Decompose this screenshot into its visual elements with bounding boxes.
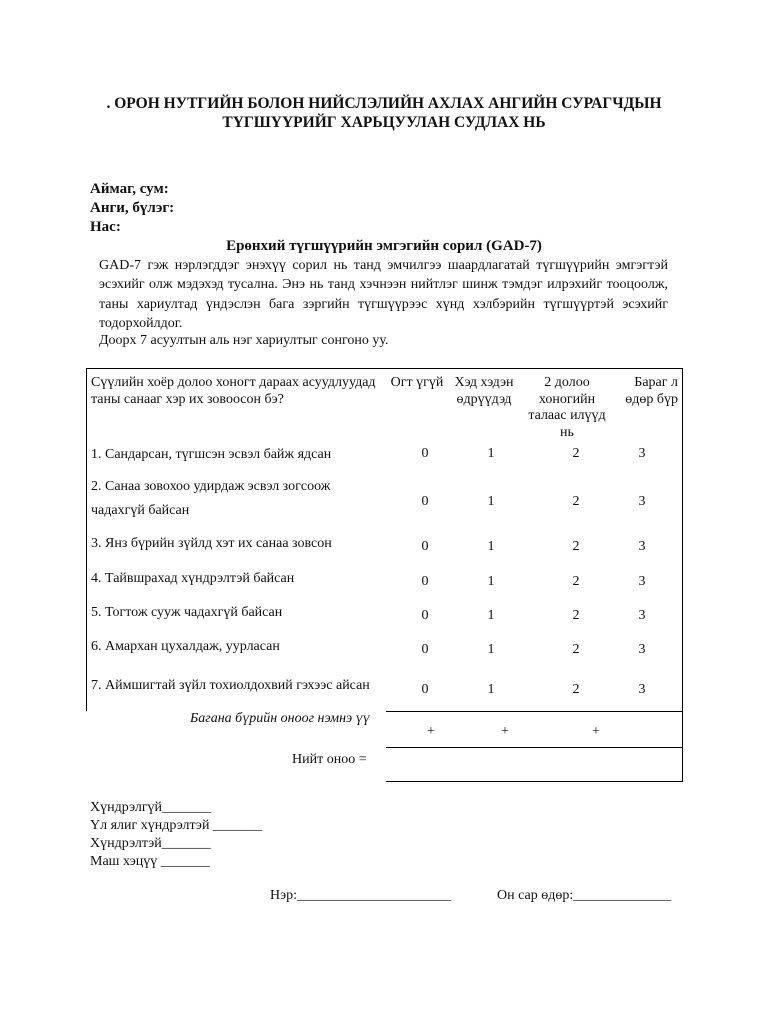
question-2-line-1: 2. Санаа зовохоо удирдаж эсвэл зогсоож xyxy=(91,479,331,494)
col-header-several-days: Хэд хэдэн өдрүүдэд xyxy=(454,375,514,407)
question-4: 4. Тайвшрахад хүндрэлтэй байсан xyxy=(91,571,295,586)
score-cell: 2 xyxy=(572,446,580,461)
score-cell: 3 xyxy=(638,539,646,554)
score-cell: 0 xyxy=(421,682,429,697)
field-age: Нас: xyxy=(90,219,121,235)
date-signature-line: Он сар өдөр:______________ xyxy=(497,888,672,903)
table-right-border xyxy=(682,368,683,782)
score-cell: 2 xyxy=(572,642,580,657)
score-cell: 2 xyxy=(572,494,580,509)
col-header-nearly-every-day: Бараг л өдөр бүр xyxy=(625,375,678,407)
score-cell: 1 xyxy=(487,446,495,461)
score-cell: 2 xyxy=(572,608,580,623)
field-aimag-sum: Аймаг, сум: xyxy=(90,181,169,197)
table-top-border xyxy=(86,368,683,369)
title-line-2: ТҮГШҮҮРИЙГ ХАРЬЦУУЛАН СУДЛАХ НЬ xyxy=(222,114,546,131)
question-6: 6. Амархан цухалдаж, уурласан xyxy=(91,639,280,654)
score-cell: 0 xyxy=(421,494,429,509)
question-3: 3. Янз бүрийн зүйлд хэт их санаа зовсон xyxy=(91,536,332,551)
question-7: 7. Аймшигтай зүйл тохиолдохвий гэхээс айсан xyxy=(91,678,370,693)
score-cell: 2 xyxy=(572,682,580,697)
score-cell: 1 xyxy=(487,608,495,623)
total-row-bottom-border xyxy=(386,781,683,782)
severity-slight: Үл ялиг хүндрэлтэй _______ xyxy=(90,818,262,833)
score-cell: 0 xyxy=(421,539,429,554)
col-header-not-at-all: Огт үгүй xyxy=(390,375,444,390)
score-cell: 3 xyxy=(638,608,646,623)
question-2-line-2: чадахгүй байсан xyxy=(91,503,190,518)
plus-sign: + xyxy=(501,724,509,739)
instruction-text: Доорх 7 асуултын аль нэг хариултыг сонгоно уу. xyxy=(99,333,389,348)
score-cell: 1 xyxy=(487,682,495,697)
severity-severe: Маш хэцүү _______ xyxy=(90,854,210,869)
severity-none: Хүндрэлгүй_______ xyxy=(90,800,212,815)
total-score-label: Нийт оноо = xyxy=(292,752,367,767)
score-cell: 0 xyxy=(421,642,429,657)
question-1: 1. Сандарсан, түгшсэн эсвэл байж ядсан xyxy=(91,447,332,462)
table-left-border xyxy=(86,368,87,711)
sum-row-top-border xyxy=(386,711,683,712)
score-cell: 3 xyxy=(638,574,646,589)
name-signature-line: Нэр:______________________ xyxy=(270,888,452,903)
severity-moderate: Хүндрэлтэй_______ xyxy=(90,836,211,851)
column-sum-label: Багана бүрийн оноог нэмнэ үү xyxy=(190,711,370,726)
question-header: Сүүлийн хоёр долоо хоногт дараах асуудлуудад таны санааг хэр их зовоосон бэ? xyxy=(91,375,376,407)
document-title xyxy=(90,94,678,132)
score-cell: 1 xyxy=(487,494,495,509)
total-row-top-border xyxy=(386,747,683,748)
score-cell: 0 xyxy=(421,608,429,623)
score-cell: 2 xyxy=(572,539,580,554)
col-header-more-than-half: 2 долоо хоногийн талаас илүүд нь xyxy=(528,375,606,440)
field-class-group: Анги, бүлэг: xyxy=(90,200,175,216)
score-cell: 3 xyxy=(638,682,646,697)
plus-sign: + xyxy=(427,724,435,739)
score-cell: 3 xyxy=(638,494,646,509)
intro-paragraph: GAD-7 гэж нэрлэгддэг энэхүү сорил нь танд эмчилгээ шаардлагатай түгшүүрийн эмгэгтэй эсэхийг олж мэдэхэд тусална. Энэ нь танд хэчнээн нийтлэг шинж тэмдэг илрэхийг тооцоолж, таны хариултад үндэслэн бага зэргийн түгшүүрээс хүнд хэлбэрийн түгшүүртэй эсэхийг тодорхойлдог. xyxy=(99,258,668,331)
title-line-1: . ОРОН НУТГИЙН БОЛОН НИЙСЛЭЛИЙН АХЛАХ АНГИЙН СУРАГЧДЫН xyxy=(106,95,662,112)
score-cell: 3 xyxy=(638,642,646,657)
score-cell: 0 xyxy=(421,446,429,461)
score-cell: 3 xyxy=(638,446,646,461)
score-cell: 1 xyxy=(487,574,495,589)
plus-sign: + xyxy=(592,724,600,739)
score-cell: 1 xyxy=(487,539,495,554)
score-cell: 0 xyxy=(421,574,429,589)
question-5: 5. Тогтож сууж чадахгүй байсан xyxy=(91,605,283,620)
score-cell: 2 xyxy=(572,574,580,589)
test-subtitle: Ерөнхий түгшүүрийн эмгэгийн сорил (GAD-7) xyxy=(226,238,542,254)
score-cell: 1 xyxy=(487,642,495,657)
